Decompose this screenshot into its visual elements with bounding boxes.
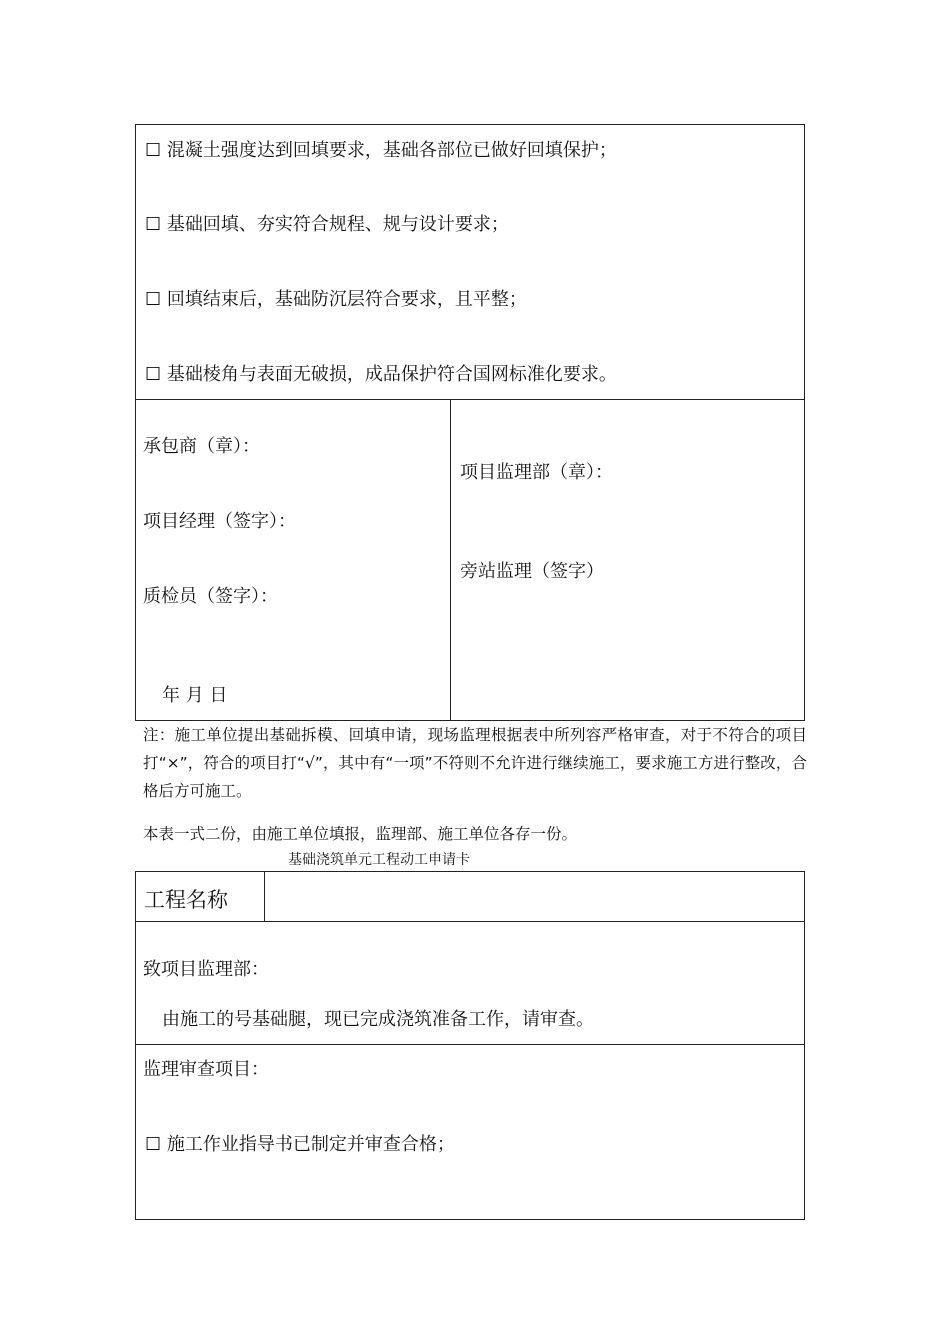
review-item: ☐ 施工作业指导书已制定并审查合格； <box>145 1134 455 1155</box>
onsite-supervisor-label: 旁站监理（签字） <box>460 561 604 582</box>
checklist-item: ☐ 基础回填、夯实符合规程、规与设计要求； <box>145 214 509 235</box>
addressee-label: 致项目监理部： <box>143 959 269 980</box>
checklist-item: ☐ 回填结束后，基础防沉层符合要求，且平整； <box>145 289 527 310</box>
supervision-seal-label: 项目监理部（章）： <box>460 462 613 483</box>
form-title: 基础浇筑单元工程动工申请卡 <box>288 852 470 868</box>
application-table <box>135 871 805 1220</box>
date-label: 年 月 日 <box>162 685 228 706</box>
project-name-label: 工程名称 <box>144 888 228 912</box>
review-items-label: 监理审查项目： <box>143 1059 269 1080</box>
manager-sign-label: 项目经理（签字）： <box>143 511 296 532</box>
row-divider <box>135 1044 805 1045</box>
checklist-item: ☐ 基础棱角与表面无破损，成品保护符合国网标准化要求。 <box>145 364 617 385</box>
row-divider <box>135 921 805 922</box>
inspector-sign-label: 质检员（签字）： <box>143 586 278 607</box>
checklist-divider <box>135 399 805 400</box>
request-text: 由施工的号基础腿，现已完成浇筑准备工作，请审查。 <box>162 1009 594 1030</box>
signature-divider <box>450 399 451 721</box>
name-divider <box>264 871 265 922</box>
checklist-item: ☐ 混凝土强度达到回填要求，基础各部位已做好回填保护； <box>145 140 617 161</box>
copies-paragraph: 本表一式二份，由施工单位填报，监理部、施工单位各存一份。 <box>143 825 578 843</box>
contractor-seal-label: 承包商（章）： <box>143 436 260 457</box>
note-paragraph: 注：施工单位提出基础拆模、回填申请，现场监理根据表中所列容严格审查，对于不符合的项目打“×”，符合的项目打“√”，其中有“一项”不符则不允许进行继续施工，要求施工方进行整改，合格后方可施工。 <box>143 726 807 800</box>
